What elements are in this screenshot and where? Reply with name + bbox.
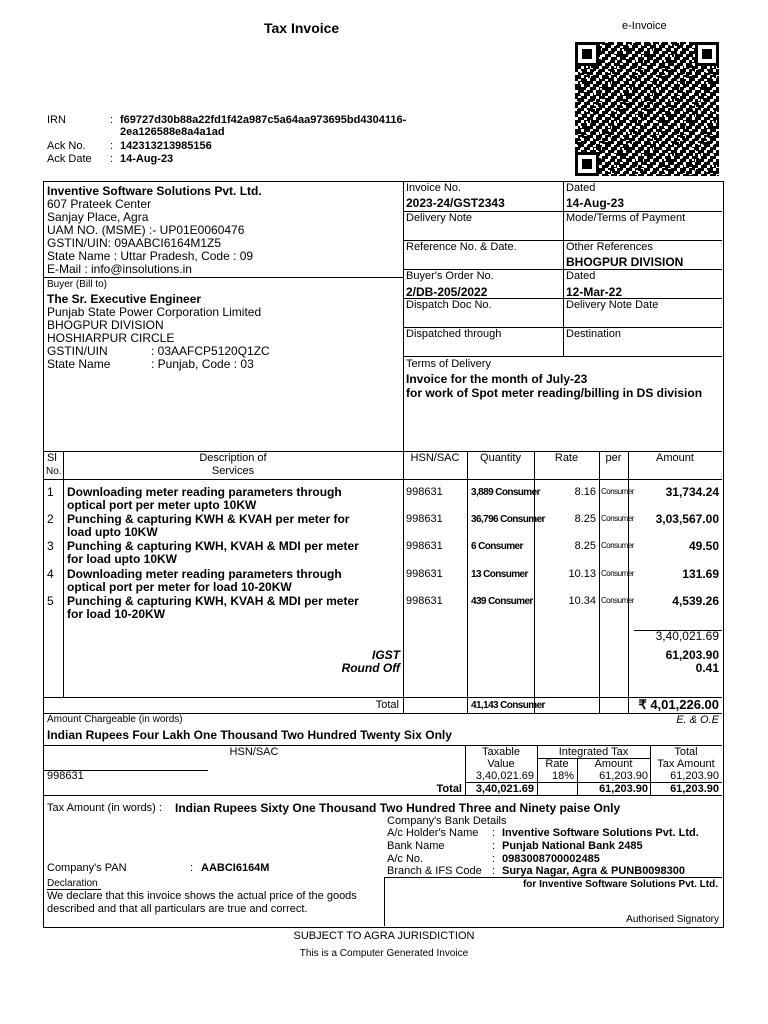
irn-label: IRN xyxy=(47,114,66,126)
tax-col-total: Total xyxy=(674,746,698,758)
item-2-hsn: 998631 xyxy=(406,513,443,525)
irn-sep: : xyxy=(110,114,114,126)
item-1-qty: 3,889 Consumer xyxy=(471,487,540,498)
bank-holder-label: A/c Holder's Name xyxy=(387,827,479,839)
bank-holder: Inventive Software Solutions Pvt. Ltd. xyxy=(502,827,699,839)
col-sl: Sl xyxy=(47,452,57,464)
item-4-qty: 13 Consumer xyxy=(471,569,528,580)
col-rate: Rate xyxy=(554,452,579,464)
buyer-name: The Sr. Executive Engineer xyxy=(47,292,202,306)
declaration-label: Declaration xyxy=(47,878,98,889)
col-quantity: Quantity xyxy=(480,452,521,464)
item-5-amount: 4,539.26 xyxy=(672,594,719,608)
tax-total-label: Total xyxy=(436,783,462,795)
einvoice-label: e-Invoice xyxy=(622,20,667,32)
buyer-state: : Punjab, Code : 03 xyxy=(151,357,254,371)
round-off-amount: 0.41 xyxy=(695,661,719,675)
tax-total-total: 61,203.90 xyxy=(670,783,719,795)
jurisdiction-note: SUBJECT TO AGRA JURISDICTION xyxy=(293,930,475,942)
total-quantity: 41,143 Consumer xyxy=(471,700,545,711)
ack-no-value: 142313213985156 xyxy=(120,140,212,152)
dated-label: Dated xyxy=(566,182,596,194)
item-1-hsn: 998631 xyxy=(406,486,443,498)
item-5-sl: 5 xyxy=(47,594,54,608)
tax-amount-in-words: Indian Rupees Sixty One Thousand Two Hundred Three and Ninety paise Only xyxy=(175,801,621,815)
col-description-2: Services xyxy=(211,465,255,477)
item-3-qty: 6 Consumer xyxy=(471,541,523,552)
tax-total-amount: 61,203.90 xyxy=(599,783,648,795)
tax-col-integrated: Integrated Tax xyxy=(558,746,629,758)
buyer-gstin: : 03AAFCP5120Q1ZC xyxy=(151,344,270,358)
item-5-hsn: 998631 xyxy=(406,595,443,607)
ack-no-sep: : xyxy=(110,140,114,152)
page-title: Tax Invoice xyxy=(264,20,340,36)
buyer-state-label: State Name xyxy=(47,357,111,371)
item-4-rate: 10.13 xyxy=(568,568,596,580)
authorised-signatory: Authorised Signatory xyxy=(626,914,719,925)
signature-for: for Inventive Software Solutions Pvt. Ltd. xyxy=(522,879,718,890)
item-2-rate: 8.25 xyxy=(574,513,596,525)
seller-email: E-Mail : info@insolutions.in xyxy=(47,262,192,276)
irn-value-1: f69727d30b88a22fd1f42a987c5a64aa973695bd4304116- xyxy=(120,114,407,126)
item-5-rate: 10.34 xyxy=(568,595,596,607)
col-description: Description of xyxy=(199,452,267,464)
seller-uam: UAM NO. (MSME) :- UP01E0060476 xyxy=(47,223,245,237)
seller-state: State Name : Uttar Pradesh, Code : 09 xyxy=(47,249,254,263)
item-4-desc-2: optical port per meter for load 10-20KW xyxy=(67,580,292,594)
item-2-sl: 2 xyxy=(47,512,54,526)
tax-row-hsn: 998631 xyxy=(47,770,84,782)
tax-row-rate: 18% xyxy=(551,770,574,782)
item-2-amount: 3,03,567.00 xyxy=(655,512,719,526)
buyer-address-3: HOSHIARPUR CIRCLE xyxy=(47,331,175,345)
total-label: Total xyxy=(375,699,399,711)
seller-name: Inventive Software Solutions Pvt. Ltd. xyxy=(47,184,262,198)
tax-words-label: Tax Amount (in words) : xyxy=(47,802,162,814)
bank-ifs: Surya Nagar, Agra & PUNB0098300 xyxy=(502,865,686,877)
ack-no-label: Ack No. xyxy=(47,140,86,152)
tax-col-amount: Amount xyxy=(594,758,633,770)
tax-row-total: 61,203.90 xyxy=(670,770,719,782)
amount-in-words: Indian Rupees Four Lakh One Thousand Two Hundred Twenty Six Only xyxy=(47,728,452,742)
col-no: No. xyxy=(46,466,62,477)
round-off-label: Round Off xyxy=(341,661,400,675)
qr-finder-bl xyxy=(575,152,599,176)
subtotal: 3,40,021.69 xyxy=(655,629,719,643)
buyer-address-2: BHOGPUR DIVISION xyxy=(47,318,164,332)
buyer-label: Buyer (Bill to) xyxy=(47,279,108,290)
bank-acno-label: A/c No. xyxy=(387,853,424,865)
ack-date-label: Ack Date xyxy=(47,153,92,165)
pan-value: AABCI6164M xyxy=(201,862,270,874)
declaration-text: We declare that this invoice shows the actual price of the goods described and that all particulars are true and correct. xyxy=(47,890,357,915)
invoice-no: 2023-24/GST2343 xyxy=(406,196,505,210)
seller-address-2: Sanjay Place, Agra xyxy=(47,210,149,224)
other-references: BHOGPUR DIVISION xyxy=(566,255,684,269)
bank-title: Company's Bank Details xyxy=(387,815,507,827)
item-3-per: Consumer xyxy=(601,541,634,550)
order-dated-label: Dated xyxy=(566,270,596,282)
seller-gstin: GSTIN/UIN: 09AABCI6164M1Z5 xyxy=(47,236,222,250)
item-2-qty: 36,796 Consumer xyxy=(471,514,545,525)
buyers-order-no: 2/DB-205/2022 xyxy=(406,285,488,299)
qr-finder-tl xyxy=(575,42,599,66)
bank-ifs-label: Branch & IFS Code xyxy=(387,865,482,877)
tax-row-taxable: 3,40,021.69 xyxy=(475,770,534,782)
item-3-desc-2: for load upto 10KW xyxy=(67,552,177,566)
computer-generated-note: This is a Computer Generated Invoice xyxy=(299,948,469,959)
item-1-amount: 31,734.24 xyxy=(665,485,719,499)
buyer-gstin-label: GSTIN/UIN xyxy=(47,344,108,358)
bank-holder-sep: : xyxy=(492,827,496,839)
tax-total-taxable: 3,40,021.69 xyxy=(475,783,534,795)
ack-date-value: 14-Aug-23 xyxy=(120,153,174,165)
item-4-amount: 131.69 xyxy=(682,567,719,581)
item-2-desc: Punching & capturing KWH & KVAH per meter for xyxy=(67,512,350,526)
mode-of-payment-label: Mode/Terms of Payment xyxy=(566,212,686,224)
bank-acno: 0983008700002485 xyxy=(502,853,600,865)
item-4-desc: Downloading meter reading parameters through xyxy=(67,567,342,581)
pan-sep: : xyxy=(190,862,194,874)
item-1-sl: 1 xyxy=(47,485,54,499)
dispatched-through-label: Dispatched through xyxy=(406,328,502,340)
irn-value-2: 2ea126588e8a4a1ad xyxy=(120,126,225,138)
item-4-sl: 4 xyxy=(47,567,54,581)
seller-address-1: 607 Prateek Center xyxy=(47,197,152,211)
item-2-per: Consumer xyxy=(601,514,634,523)
bank-name: Punjab National Bank 2485 xyxy=(502,840,643,852)
col-amount: Amount xyxy=(656,452,694,464)
delivery-note-date-label: Delivery Note Date xyxy=(566,299,659,311)
terms-line-2: for work of Spot meter reading/billing in DS division xyxy=(406,386,703,400)
item-5-qty: 439 Consumer xyxy=(471,596,533,607)
dated: 14-Aug-23 xyxy=(566,196,625,210)
item-2-desc-2: load upto 10KW xyxy=(67,525,158,539)
grand-total: ₹ 4,01,226.00 xyxy=(638,697,719,712)
item-3-rate: 8.25 xyxy=(574,540,596,552)
qr-finder-tr xyxy=(695,42,719,66)
bank-name-sep: : xyxy=(492,840,496,852)
item-3-desc: Punching & capturing KWH, KVAH & MDI per meter xyxy=(67,539,359,553)
buyers-order-label: Buyer's Order No. xyxy=(406,270,494,282)
invoice-no-label: Invoice No. xyxy=(406,182,462,194)
item-4-hsn: 998631 xyxy=(406,568,443,580)
qr-code xyxy=(575,42,719,176)
tax-row-amount: 61,203.90 xyxy=(599,770,648,782)
item-4-per: Consumer xyxy=(601,569,634,578)
tax-col-taxable: Taxable xyxy=(482,746,520,758)
pan-label: Company's PAN xyxy=(47,862,127,874)
eoe-label: E. & O.E xyxy=(676,714,719,726)
destination-label: Destination xyxy=(566,328,622,340)
igst-label: IGST xyxy=(371,648,400,662)
bank-name-label: Bank Name xyxy=(387,840,445,852)
item-1-per: Consumer xyxy=(601,487,634,496)
reference-label: Reference No. & Date. xyxy=(406,241,517,253)
col-hsn: HSN/SAC xyxy=(410,452,460,464)
bank-acno-sep: : xyxy=(492,853,496,865)
tax-col-total-2: Tax Amount xyxy=(657,758,715,770)
bank-ifs-sep: : xyxy=(492,865,496,877)
item-3-hsn: 998631 xyxy=(406,540,443,552)
item-5-per: Consumer xyxy=(601,596,634,605)
item-5-desc: Punching & capturing KWH, KVAH & MDI per meter xyxy=(67,594,359,608)
terms-line-1: Invoice for the month of July-23 xyxy=(406,372,588,386)
delivery-note-label: Delivery Note xyxy=(406,212,473,224)
item-5-desc-2: for load 10-20KW xyxy=(67,607,166,621)
col-per: per xyxy=(605,452,622,464)
tax-col-hsn: HSN/SAC xyxy=(229,746,279,758)
item-1-desc-2: optical port per meter upto 10KW xyxy=(67,498,257,512)
buyer-address-1: Punjab State Power Corporation Limited xyxy=(47,305,262,319)
item-1-rate: 8.16 xyxy=(574,486,596,498)
item-1-desc: Downloading meter reading parameters through xyxy=(67,485,342,499)
igst-amount: 61,203.90 xyxy=(665,648,719,662)
item-3-amount: 49.50 xyxy=(688,539,719,553)
other-references-label: Other References xyxy=(566,241,653,253)
terms-of-delivery-label: Terms of Delivery xyxy=(406,358,491,370)
dispatch-doc-label: Dispatch Doc No. xyxy=(406,299,492,311)
tax-col-taxable-2: Value xyxy=(487,758,515,770)
ack-date-sep: : xyxy=(110,153,114,165)
item-3-sl: 3 xyxy=(47,539,54,553)
order-dated: 12-Mar-22 xyxy=(566,285,623,299)
amount-words-label: Amount Chargeable (in words) xyxy=(47,714,183,725)
tax-col-rate: Rate xyxy=(545,758,569,770)
